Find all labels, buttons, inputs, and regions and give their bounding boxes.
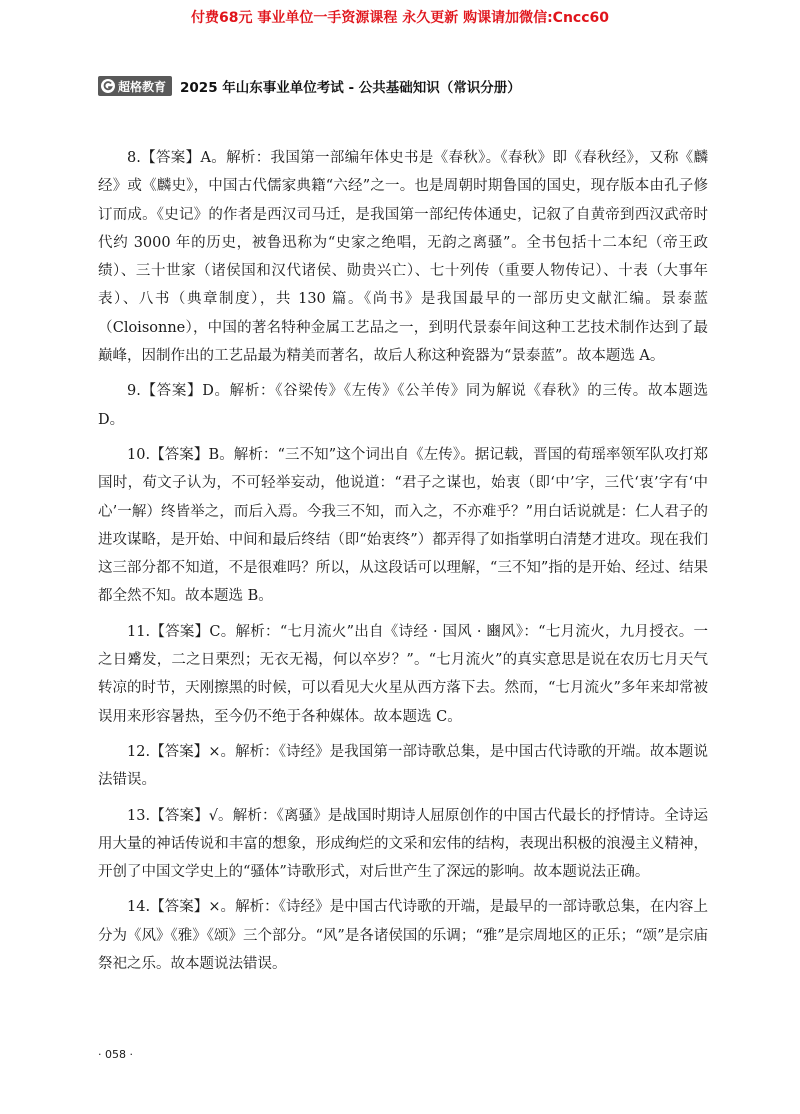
logo-text: 超格教育 bbox=[118, 79, 167, 94]
answer-item-9: 9.【答案】D。解析：《谷梁传》《左传》《公羊传》同为解说《春秋》的三传。故本题选 D。 bbox=[98, 383, 708, 428]
answer-item-14: 14.【答案】×。解析：《诗经》是中国古代诗歌的开端，是最早的一部诗歌总集，在内容上分为《风》《雅》《颂》三个部分。“风”是各诸侯国的乐调；“雅”是宗周地区的正乐；“颂”是宗庙祭祀之乐。故本题说法错误。 bbox=[98, 899, 708, 973]
answer-item-10: 10.【答案】B。解析：“三不知”这个词出自《左传》。据记载，晋国的荀瑶率领军队攻打郑国时，荀文子认为，不可轻举妄动，他说道：“君子之谋也，始衷（即‘中’字，三代‘衷’字有‘中心’一解）终皆举之，而后入焉。今我三不知，而入之，不亦难乎？”用白话说就是：仁人君子的进攻谋略，是开始、中间和最后终结（即“始衷终”）都弄得了如指掌明白清楚才进攻。现在我们这三部分都不知道，不是很难吗？所以，从这段话可以理解，“三不知”指的是开始、经过、结果都全然不知。故本题选 B。 bbox=[98, 446, 708, 605]
brand-logo bbox=[98, 76, 172, 96]
logo-g-icon bbox=[101, 79, 115, 93]
document-title: 2025 年山东事业单位考试 - 公共基础知识（常识分册） bbox=[180, 80, 521, 96]
answer-item-8: 8.【答案】A。解析：我国第一部编年体史书是《春秋》。《春秋》即《春秋经》，又称《麟经》或《麟史》，中国古代儒家典籍“六经”之一。也是周朝时期鲁国的国史，现存版本由孔子修订而成。《史记》的作者是西汉司马迁，是我国第一部纪传体通史，记叙了自黄帝到西汉武帝时代约 3000 年的历史，被鲁迅称为“史家之绝唱，无韵之离骚”。全书包括十二本纪（帝王政绩）、三十世家（诸侯国和汉代诸侯、勋贵兴亡）、七十列传（重要人物传记）、十表（大事年表）、八书（典章制度），共 130 篇。《尚书》是我国最早的一部历史文献汇编。景泰蓝（Cloisonne），中国的著名特种金属工艺品之一，到明代景泰年间这种工艺技术制作达到了最巅峰，因制作出的工艺品最为精美而著名，故后人称这种瓷器为“景泰蓝”。故本题选 A。 bbox=[98, 150, 708, 365]
promo-banner: 付费68元 事业单位一手资源课程 永久更新 购课请加微信:Cncc60 bbox=[190, 10, 610, 26]
answer-item-12: 12.【答案】×。解析：《诗经》是我国第一部诗歌总集，是中国古代诗歌的开端。故本题说法错误。 bbox=[98, 743, 708, 789]
page-number: · 058 · bbox=[98, 1048, 133, 1061]
answer-explanations bbox=[98, 144, 708, 985]
page-header bbox=[98, 76, 521, 96]
answer-item-11: 11.【答案】C。解析：“七月流火”出自《诗经 · 国风 · 豳风》：“七月流火，九月授衣。一之日觱发，二之日栗烈；无衣无褐，何以卒岁？”。“七月流火”的真实意思是说在农历七月天气转凉的时节，天刚擦黑的时候，可以看见大火星从西方落下去。然而，“七月流火”多年来却常被误用来形容暑热，至今仍不绝于各种媒体。故本题选 C。 bbox=[98, 623, 708, 725]
answer-item-13: 13.【答案】√。解析：《离骚》是战国时期诗人屈原创作的中国古代最长的抒情诗。全诗运用大量的神话传说和丰富的想象，形成绚烂的文采和宏伟的结构，表现出积极的浪漫主义精神，开创了中国文学史上的“骚体”诗歌形式，对后世产生了深远的影响。故本题说法正确。 bbox=[98, 807, 708, 881]
